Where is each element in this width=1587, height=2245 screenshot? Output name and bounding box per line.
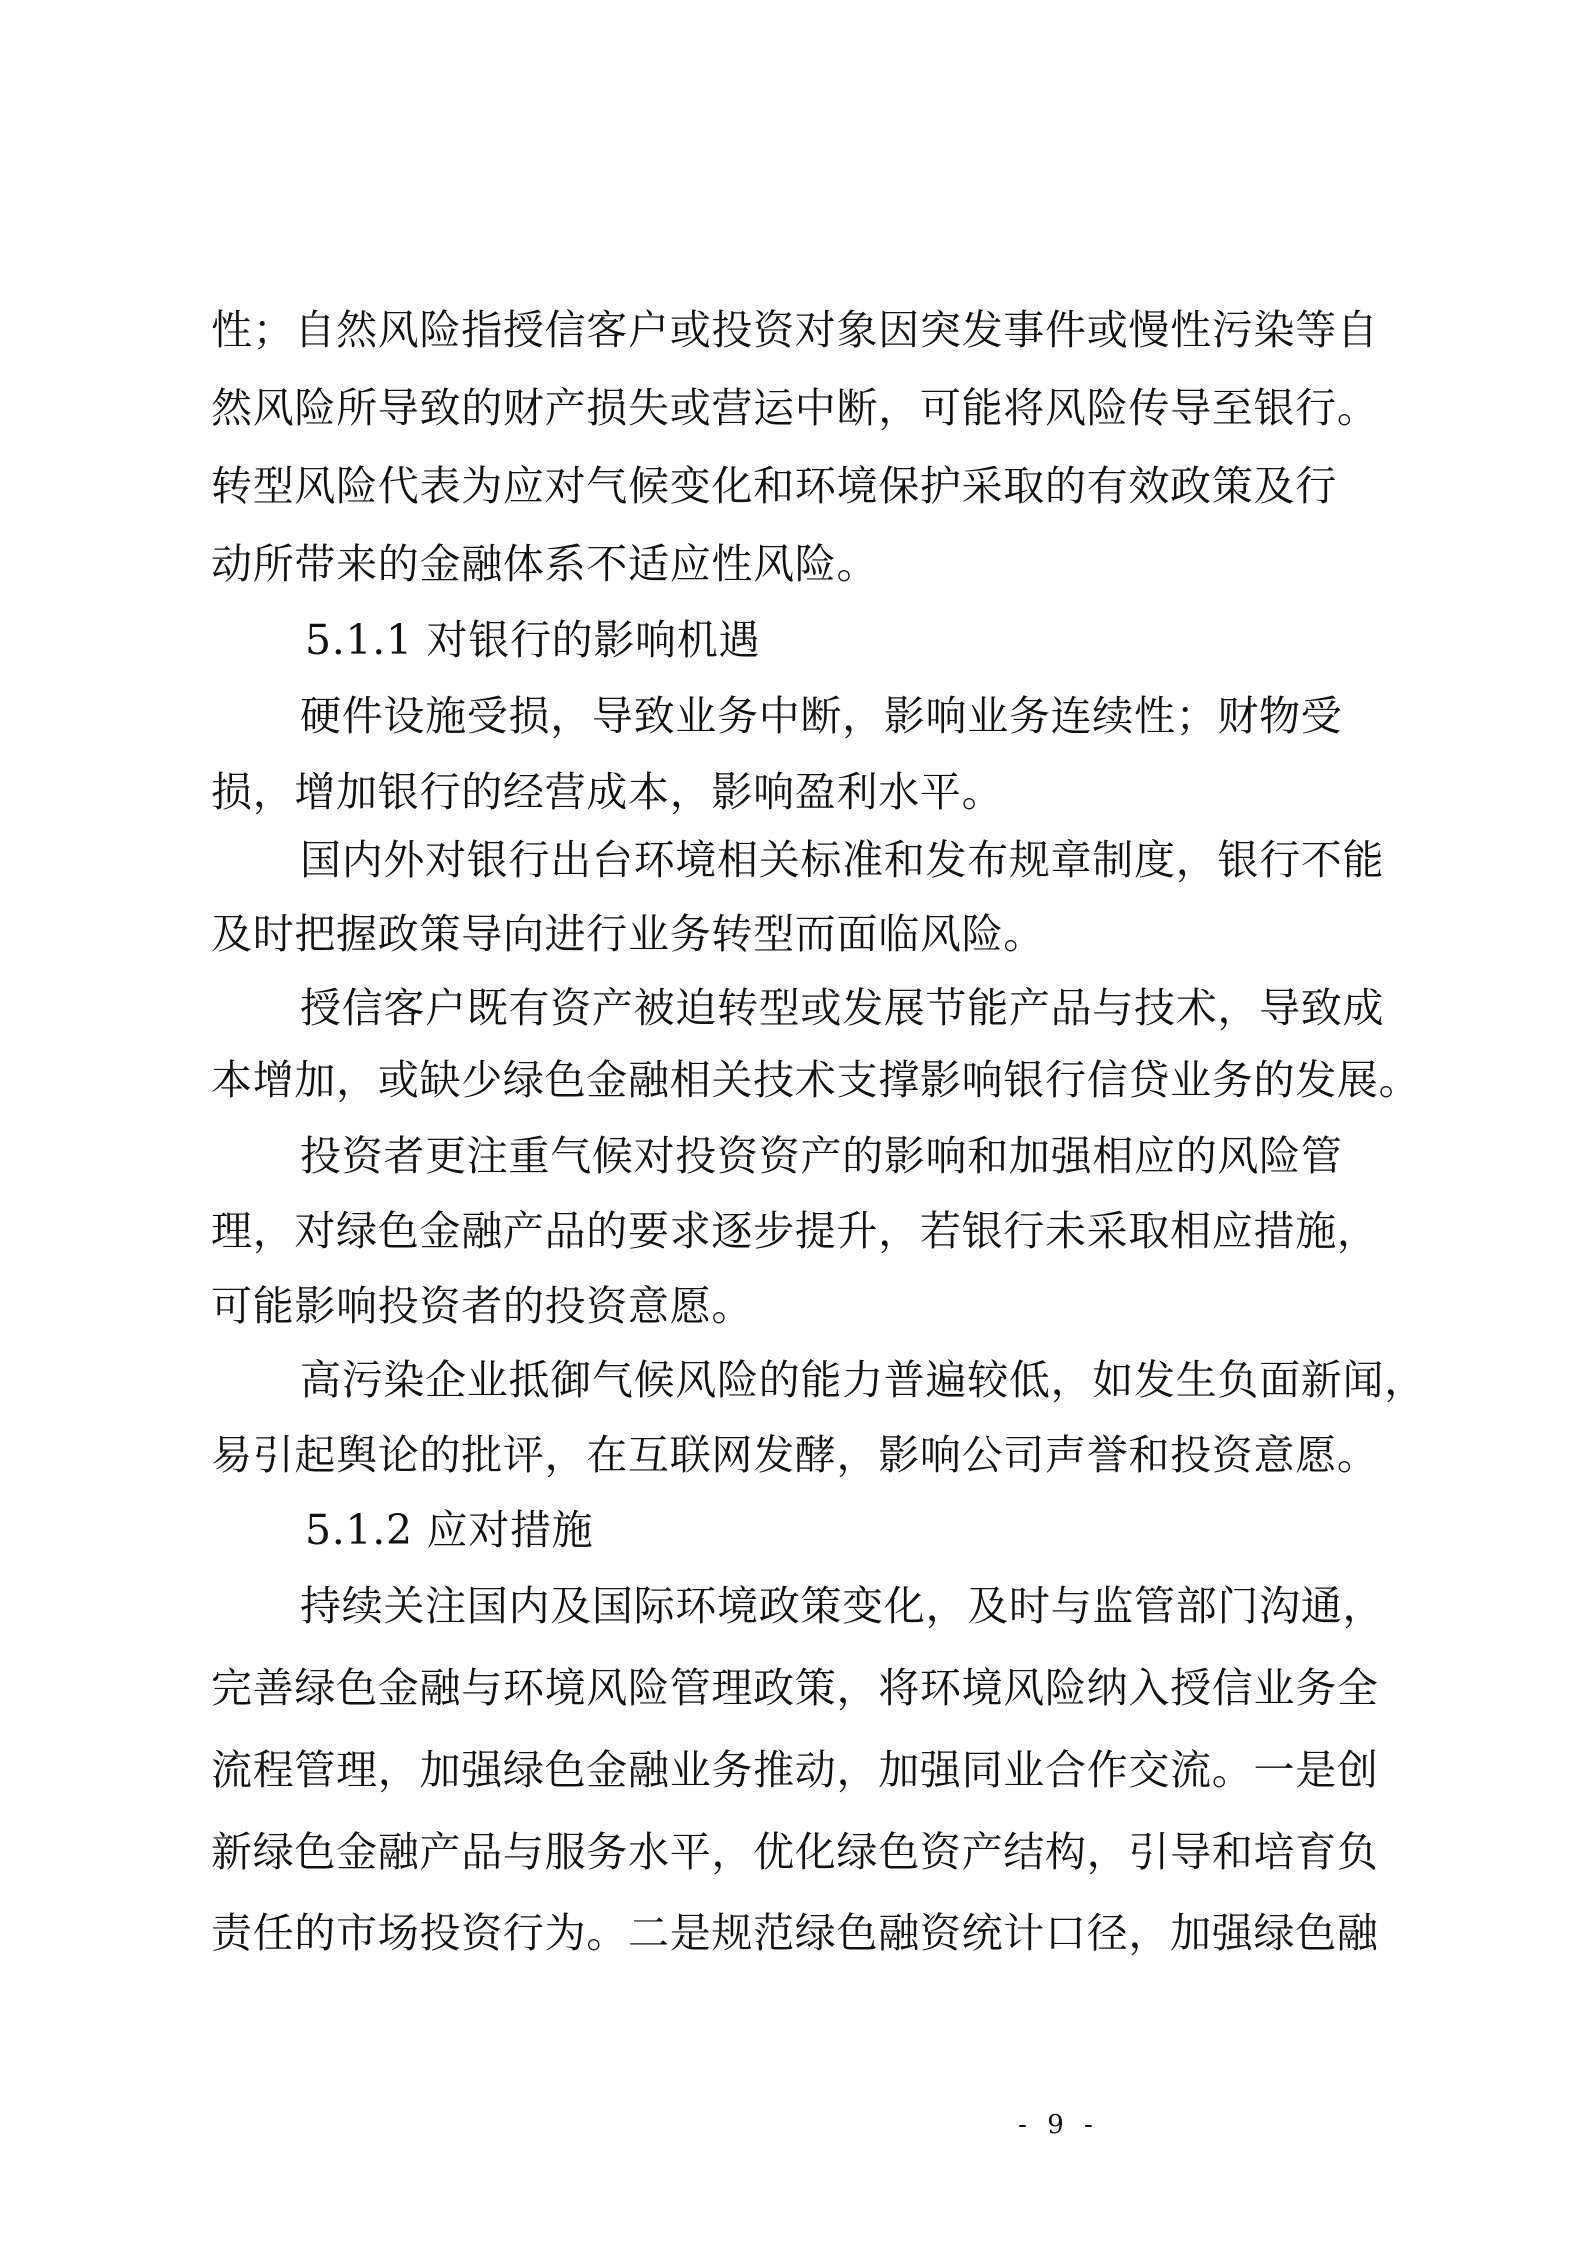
body-text-line: 本增加，或缺少绿色金融相关技术支撑影响银行信贷业务的发展。 <box>211 1056 1421 1104</box>
body-text-line: 可能影响投资者的投资意愿。 <box>211 1282 754 1330</box>
body-text-line: 硬件设施受损，导致业务中断，影响业务连续性；财物受 <box>300 692 1343 740</box>
body-text-line: 理，对绿色金融产品的要求逐步提升，若银行未采取相应措施， <box>211 1207 1379 1255</box>
body-text-line: 性；自然风险指授信客户或投资对象因突发事件或慢性污染等自 <box>211 306 1379 354</box>
section-heading: 5.1.1 对银行的影响机遇 <box>305 616 761 664</box>
page-number: - 9 - <box>1018 2110 1099 2140</box>
body-text-line: 损，增加银行的经营成本，影响盈利水平。 <box>211 768 1004 816</box>
body-text-line: 投资者更注重气候对投资资产的影响和加强相应的风险管 <box>300 1132 1343 1180</box>
body-text-line: 动所带来的金融体系不适应性风险。 <box>211 540 879 588</box>
body-text-line: 转型风险代表为应对气候变化和环境保护采取的有效政策及行 <box>211 462 1337 510</box>
body-text-line: 易引起舆论的批评，在互联网发酵，影响公司声誉和投资意愿。 <box>211 1431 1379 1479</box>
body-text-line: 然风险所导致的财产损失或营运中断，可能将风险传导至银行。 <box>211 384 1379 432</box>
body-text-line: 流程管理，加强绿色金融业务推动，加强同业合作交流。一是创 <box>211 1746 1379 1794</box>
body-text-line: 新绿色金融产品与服务水平，优化绿色资产结构，引导和培育负 <box>211 1828 1379 1876</box>
body-text-line: 及时把握政策导向进行业务转型而面临风险。 <box>211 910 1045 958</box>
body-text-line: 完善绿色金融与环境风险管理政策，将环境风险纳入授信业务全 <box>211 1664 1379 1712</box>
body-text-line: 责任的市场投资行为。二是规范绿色融资统计口径，加强绿色融 <box>211 1909 1379 1957</box>
body-text-line: 持续关注国内及国际环境政策变化，及时与监管部门沟通， <box>300 1582 1385 1630</box>
body-text-line: 授信客户既有资产被迫转型或发展节能产品与技术，导致成 <box>300 984 1385 1032</box>
body-text-line: 高污染企业抵御气候风险的能力普遍较低，如发生负面新闻， <box>300 1356 1426 1404</box>
body-text-line: 国内外对银行出台环境相关标准和发布规章制度，银行不能 <box>300 836 1385 884</box>
section-heading: 5.1.2 应对措施 <box>305 1506 594 1554</box>
